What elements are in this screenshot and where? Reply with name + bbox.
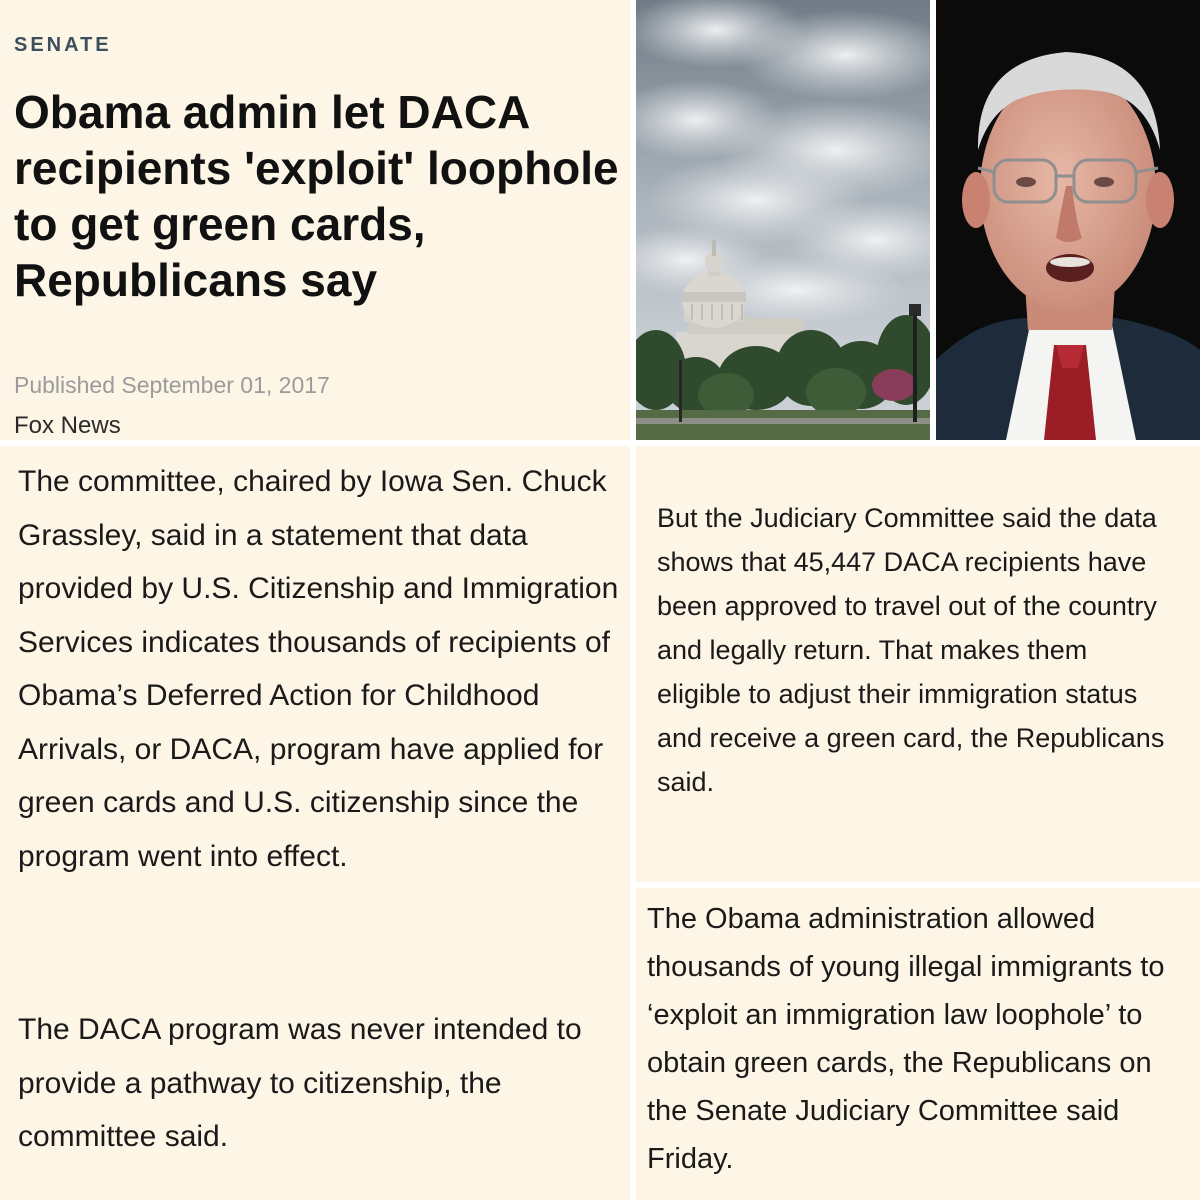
right-bottom-text-panel <box>636 888 1200 1200</box>
capitol-image <box>636 0 930 440</box>
portrait-photo <box>936 0 1200 440</box>
body-paragraph-2: The DACA program was never intended to provide a pathway to citizenship, the committee said. <box>18 1013 582 1153</box>
source-name[interactable]: Fox News <box>14 412 121 439</box>
published-date: Published September 01, 2017 <box>14 372 330 398</box>
body-paragraph-4: The Obama administration allowed thousands of young illegal immigrants to ‘exploit an immigration law loophole’ to obtain green cards, the Republicans on the Senate Judiciary Committee said Friday. <box>647 903 1165 1175</box>
headline-panel <box>0 0 630 440</box>
capitol-photo <box>636 0 930 440</box>
right-top-text-panel <box>636 446 1200 882</box>
section-label[interactable]: SENATE <box>14 34 112 56</box>
article-headline[interactable]: Obama admin let DACA recipients 'exploit' loophole to get green cards, Republicans say <box>14 86 619 306</box>
body-paragraph-1: The committee, chaired by Iowa Sen. Chuck Grassley, said in a statement that data provided by U.S. Citizenship and Immigration Services indicates thousands of recipients of Obama’s Deferred Action for Childhood Arrivals, or DACA, program have applied for green cards and U.S. citizenship since the program went into effect. <box>18 465 619 873</box>
body-paragraph-3: But the Judiciary Committee said the data shows that 45,447 DACA recipients have been approved to travel out of the country and legally return. That makes them eligible to adjust their immigration status and receive a green card, the Republicans said. <box>657 503 1165 797</box>
left-text-panel <box>0 446 630 1200</box>
grassley-portrait-image <box>936 0 1200 440</box>
